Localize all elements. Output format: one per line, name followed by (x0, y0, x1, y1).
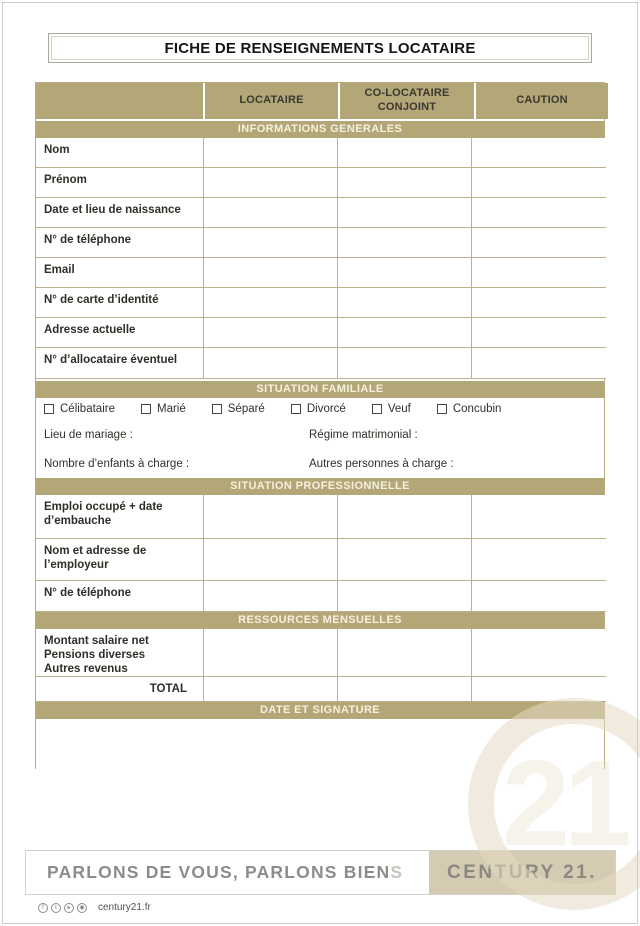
section-header-informations-generales: INFORMATIONS GENERALES (36, 121, 604, 138)
century21-logo-block (429, 851, 615, 894)
input-cell-employeur-colocataire[interactable] (338, 539, 472, 581)
website-link[interactable]: century21.fr (98, 902, 151, 913)
table-row (36, 288, 604, 318)
table-row (36, 348, 604, 379)
input-cell-revenus-caution[interactable] (472, 629, 606, 677)
input-cell-naissance-colocataire[interactable] (338, 198, 472, 228)
input-cell-telpro-locataire[interactable] (204, 581, 338, 612)
tagline-last-letter: S (390, 862, 404, 882)
input-cell-naissance-caution[interactable] (472, 198, 606, 228)
field-label-autres-personnes: Autres personnes à charge : (309, 457, 454, 470)
row-label-employeur: Nom et adresse de l’employeur (36, 539, 204, 581)
field-label-lieu-mariage: Lieu de mariage : (44, 428, 133, 441)
table-row (36, 539, 604, 581)
input-cell-adresse-locataire[interactable] (204, 318, 338, 348)
option-label: Séparé (227, 403, 265, 415)
input-cell-prenom-colocataire[interactable] (338, 168, 472, 198)
input-cell-employeur-caution[interactable] (472, 539, 606, 581)
checkbox-icon[interactable] (291, 404, 301, 414)
footer-social-row (38, 902, 151, 913)
input-cell-employeur-locataire[interactable] (204, 539, 338, 581)
table-header-row (36, 83, 604, 119)
co-locataire-line2: CONJOINT (377, 101, 437, 113)
page-title: FICHE DE RENSEIGNEMENTS LOCATAIRE (164, 39, 476, 57)
section-header-ressources-mensuelles: RESSOURCES MENSUELLES (36, 612, 604, 629)
input-cell-total-locataire[interactable] (204, 677, 338, 702)
table-row (36, 168, 604, 198)
table-row (36, 629, 604, 677)
option-label: Veuf (387, 403, 411, 415)
checkbox-icon[interactable] (212, 404, 222, 414)
row-label-telephone: N° de téléphone (36, 228, 204, 258)
input-cell-prenom-caution[interactable] (472, 168, 606, 198)
section-header-situation-familiale: SITUATION FAMILIALE (36, 381, 604, 398)
row-label-naissance: Date et lieu de naissance (36, 198, 204, 228)
instagram-icon[interactable]: ◉ (77, 903, 87, 913)
row-label-nom: Nom (36, 138, 204, 168)
brand-tagline (26, 851, 429, 894)
table-row (36, 677, 604, 702)
input-cell-telpro-colocataire[interactable] (338, 581, 472, 612)
column-header-empty (36, 83, 203, 119)
option-marie[interactable] (141, 403, 186, 415)
form-title-inner (51, 36, 589, 60)
input-cell-nom-caution[interactable] (472, 138, 606, 168)
input-cell-total-colocataire[interactable] (338, 677, 472, 702)
input-cell-email-caution[interactable] (472, 258, 606, 288)
input-cell-revenus-colocataire[interactable] (338, 629, 472, 677)
table-row (36, 258, 604, 288)
input-cell-allocataire-caution[interactable] (472, 348, 606, 379)
input-cell-email-colocataire[interactable] (338, 258, 472, 288)
input-cell-carte-colocataire[interactable] (338, 288, 472, 318)
field-label-regime-matrimonial: Régime matrimonial : (309, 428, 418, 441)
table-row (36, 198, 604, 228)
row-label-allocataire: N° d’allocataire éventuel (36, 348, 204, 379)
input-cell-adresse-caution[interactable] (472, 318, 606, 348)
row-label-prenom: Prénom (36, 168, 204, 198)
input-cell-adresse-colocataire[interactable] (338, 318, 472, 348)
checkbox-icon[interactable] (437, 404, 447, 414)
input-cell-carte-locataire[interactable] (204, 288, 338, 318)
facebook-icon[interactable]: f (38, 903, 48, 913)
option-label: Concubin (452, 403, 502, 415)
input-cell-telpro-caution[interactable] (472, 581, 606, 612)
tagline-main: PARLONS DE VOUS, PARLONS BIEN (47, 862, 391, 882)
column-header-co-locataire (340, 83, 474, 119)
table-row (36, 318, 604, 348)
footer-brand-bar (25, 850, 616, 895)
century21-watermark-text: 21 (502, 735, 626, 871)
section-header-date-signature: DATE ET SIGNATURE (36, 702, 604, 719)
row-label-carte-identite: N° de carte d’identité (36, 288, 204, 318)
form-table (35, 82, 605, 769)
family-field-row (36, 420, 604, 449)
input-cell-naissance-locataire[interactable] (204, 198, 338, 228)
input-cell-carte-caution[interactable] (472, 288, 606, 318)
input-cell-allocataire-colocataire[interactable] (338, 348, 472, 379)
input-cell-emploi-colocataire[interactable] (338, 495, 472, 539)
table-row (36, 581, 604, 612)
income-line-salaire: Montant salaire net (44, 635, 149, 647)
row-label-revenus (36, 629, 204, 677)
option-concubin[interactable] (437, 403, 502, 415)
input-cell-emploi-locataire[interactable] (204, 495, 338, 539)
input-cell-nom-locataire[interactable] (204, 138, 338, 168)
checkbox-icon[interactable] (372, 404, 382, 414)
section-header-situation-professionnelle: SITUATION PROFESSIONNELLE (36, 478, 604, 495)
checkbox-icon[interactable] (141, 404, 151, 414)
checkbox-icon[interactable] (44, 404, 54, 414)
option-label: Marié (156, 403, 186, 415)
marital-status-options (36, 398, 604, 420)
table-row (36, 228, 604, 258)
input-cell-total-caution[interactable] (472, 677, 606, 702)
income-line-autres: Autres revenus (44, 663, 128, 675)
twitter-icon[interactable]: t (51, 903, 61, 913)
input-cell-telephone-caution[interactable] (472, 228, 606, 258)
option-separe[interactable] (212, 403, 265, 415)
input-cell-email-locataire[interactable] (204, 258, 338, 288)
family-section-area (36, 398, 604, 478)
field-label-enfants-charge: Nombre d’enfants à charge : (44, 457, 190, 470)
row-label-emploi: Emploi occupé + date d’embauche (36, 495, 204, 539)
option-celibataire[interactable] (44, 403, 115, 415)
table-row (36, 138, 604, 168)
income-line-pensions: Pensions diverses (44, 649, 145, 661)
column-header-caution: CAUTION (476, 83, 608, 119)
row-label-email: Email (36, 258, 204, 288)
option-label: Divorcé (306, 403, 346, 415)
input-cell-allocataire-locataire[interactable] (204, 348, 338, 379)
input-cell-prenom-locataire[interactable] (204, 168, 338, 198)
family-field-row (36, 449, 604, 478)
input-cell-nom-colocataire[interactable] (338, 138, 472, 168)
input-cell-telephone-locataire[interactable] (204, 228, 338, 258)
co-locataire-line1: CO-LOCATAIRE (364, 87, 450, 100)
signature-area[interactable] (36, 719, 604, 770)
table-row (36, 495, 604, 539)
column-header-locataire: LOCATAIRE (205, 83, 338, 119)
option-divorce[interactable] (291, 403, 346, 415)
row-label-total: TOTAL (36, 677, 204, 702)
input-cell-telephone-colocataire[interactable] (338, 228, 472, 258)
row-label-telephone-pro: N° de téléphone (36, 581, 204, 612)
form-title-box (48, 33, 592, 63)
input-cell-emploi-caution[interactable] (472, 495, 606, 539)
row-label-adresse: Adresse actuelle (36, 318, 204, 348)
youtube-icon[interactable]: ▸ (64, 903, 74, 913)
option-label: Célibataire (60, 403, 115, 415)
century21-logo-text: CENTURY 21. (447, 861, 597, 883)
option-veuf[interactable] (372, 403, 411, 415)
input-cell-revenus-locataire[interactable] (204, 629, 338, 677)
